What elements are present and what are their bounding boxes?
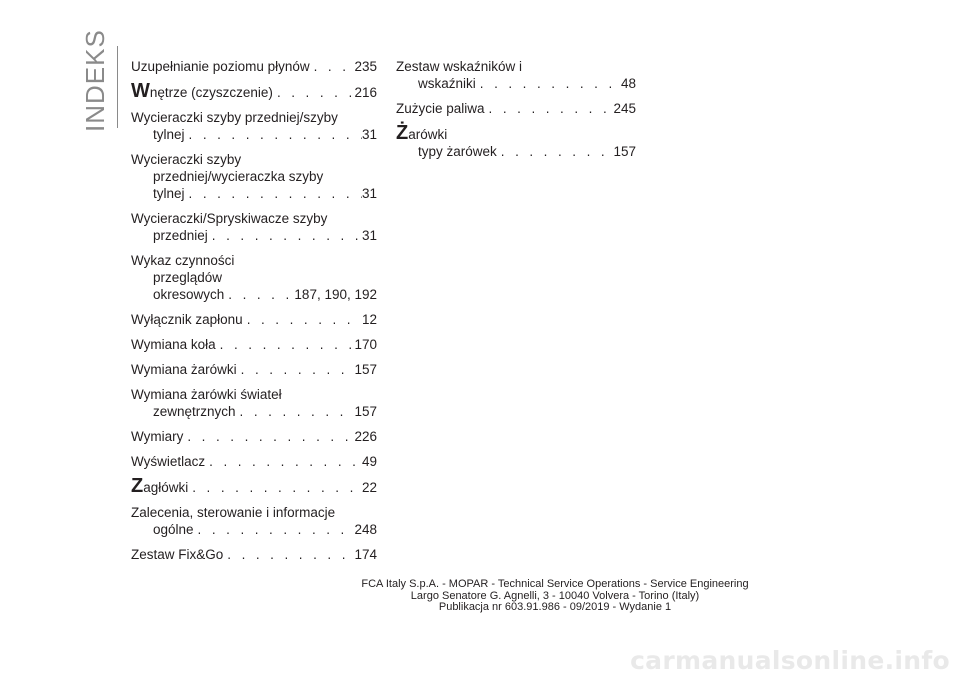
index-entry	[131, 453, 377, 470]
index-entry-line	[131, 453, 377, 470]
index-page-number: 226	[354, 429, 377, 444]
index-entry-text: Wycieraczki szyby przedniej/szyby	[131, 110, 338, 125]
index-entry-text: Wycieraczki szyby	[131, 152, 242, 167]
index-entry-label	[153, 168, 323, 185]
index-entry	[131, 428, 377, 445]
index-page-number: 12	[361, 312, 377, 327]
index-entry-line	[396, 122, 636, 144]
index-entry-line	[131, 126, 377, 143]
index-entry-label	[396, 58, 522, 75]
index-entry-label	[153, 286, 224, 303]
section-initial-letter: Z	[131, 475, 144, 497]
index-entry-text: Wyświetlacz	[131, 454, 206, 469]
index-entry-text: agłówki	[143, 480, 189, 495]
index-entry-line	[131, 336, 377, 353]
index-entry-label	[418, 143, 497, 160]
index-entry-text: zewnętrznych	[153, 404, 236, 419]
index-right-column	[396, 58, 636, 168]
index-entry-line	[131, 504, 377, 521]
index-entry-line	[131, 168, 377, 185]
index-entry-label	[131, 475, 189, 497]
index-entry-text: arówki	[408, 127, 448, 142]
dot-leader	[236, 403, 355, 420]
dot-leader	[497, 143, 614, 160]
footer-line-publication: Publikacja nr 603.91.986 - 09/2019 - Wydanie 1	[438, 601, 672, 613]
index-entry	[396, 58, 636, 92]
footer-line-address: Largo Senatore G. Agnelli, 3 - 10040 Volvera - Torino (Italy)	[410, 589, 700, 602]
index-entry-text: wskaźniki	[418, 76, 476, 91]
index-entry-line	[131, 252, 377, 269]
index-entry-label	[131, 504, 335, 521]
index-entry-text: przeglądów	[153, 270, 223, 285]
index-entry-label	[131, 80, 273, 102]
dot-leader	[310, 58, 355, 75]
index-entry-line	[131, 386, 377, 403]
index-entry-line	[131, 286, 377, 303]
dot-leader	[185, 126, 362, 143]
index-entry	[131, 151, 377, 202]
index-entry-line	[396, 143, 636, 160]
index-entry	[131, 386, 377, 420]
index-page-number: 31	[361, 186, 377, 201]
index-entry	[396, 100, 636, 117]
index-page-number: 216	[354, 85, 377, 100]
index-entry	[131, 80, 377, 102]
dot-leader	[476, 75, 621, 92]
index-page-number: 49	[361, 454, 377, 469]
index-left-column	[131, 58, 377, 571]
index-entry-line	[131, 227, 377, 244]
index-page-number: 31	[361, 127, 377, 142]
index-entry-label	[131, 252, 234, 269]
index-entry-line	[131, 521, 377, 538]
section-initial-letter: Ż	[396, 122, 409, 144]
index-page-number: 248	[354, 522, 377, 537]
index-entry	[131, 252, 377, 303]
index-entry	[131, 336, 377, 353]
dot-leader	[194, 521, 355, 538]
index-entry-line	[131, 428, 377, 445]
dot-leader	[183, 428, 354, 445]
index-entry-line	[131, 546, 377, 563]
index-entry-text: przedniej/wycieraczka szyby	[153, 169, 324, 184]
index-entry-line	[396, 75, 636, 92]
index-entry-label	[153, 521, 194, 538]
index-entry-text: Wyłącznik zapłonu	[131, 312, 243, 327]
dot-leader	[224, 286, 294, 303]
section-initial-letter: W	[131, 80, 150, 102]
index-entry-line	[131, 475, 377, 497]
index-entry-label	[153, 227, 208, 244]
index-entry-label	[153, 269, 222, 286]
index-entry-label	[418, 75, 476, 92]
index-entry-text: Uzupełnianie poziomu płynów	[131, 59, 310, 74]
dot-leader	[216, 336, 355, 353]
index-entry-text: Wycieraczki/Spryskiwacze szyby	[131, 211, 328, 226]
index-page-number: 48	[620, 76, 636, 91]
index-entry	[131, 311, 377, 328]
index-entry-text: Wymiana koła	[131, 337, 216, 352]
index-page-number: 31	[361, 228, 377, 243]
index-page-number: 245	[613, 101, 636, 116]
index-page-number: 187, 190, 192	[294, 287, 377, 302]
dot-leader	[205, 453, 362, 470]
index-entry-text: ogólne	[153, 522, 194, 537]
index-side-title: INDEKS	[80, 29, 110, 132]
index-entry-text: Wymiana żarówki	[131, 362, 237, 377]
index-entry-text: tylnej	[153, 186, 185, 201]
index-entry-text: typy żarówek	[418, 144, 497, 159]
index-entry-text: okresowych	[153, 287, 225, 302]
index-entry	[131, 475, 377, 497]
side-title-rule	[117, 46, 118, 128]
index-entry	[131, 361, 377, 378]
dot-leader	[485, 100, 614, 117]
index-entry-line	[131, 361, 377, 378]
index-entry-label	[131, 109, 338, 126]
dot-leader	[273, 84, 355, 101]
index-entry-label	[131, 386, 282, 403]
index-entry-line	[131, 151, 377, 168]
index-entry	[131, 504, 377, 538]
index-entry-label	[131, 336, 216, 353]
index-entry-text: Zużycie paliwa	[396, 101, 485, 116]
index-entry-text: Wykaz czynności	[131, 253, 235, 268]
index-entry	[396, 122, 636, 160]
index-entry-line	[131, 311, 377, 328]
dot-leader	[237, 361, 355, 378]
index-page-number: 22	[361, 480, 377, 495]
index-entry-text: przedniej	[153, 228, 208, 243]
index-entry-label	[131, 151, 241, 168]
index-entry-text: Wymiana żarówki świateł	[131, 387, 282, 402]
index-page-number: 235	[354, 59, 377, 74]
index-entry	[131, 58, 377, 75]
index-entry-label	[131, 361, 237, 378]
index-entry	[131, 210, 377, 244]
dot-leader	[185, 185, 362, 202]
index-entry-text: Zalecenia, sterowanie i informacje	[131, 505, 336, 520]
index-entry-text: Zestaw Fix&Go	[131, 547, 224, 562]
index-entry-label	[153, 126, 185, 143]
index-page-number: 157	[354, 362, 377, 377]
dot-leader	[208, 227, 362, 244]
index-entry-text: Wymiary	[131, 429, 184, 444]
index-entry-label	[131, 311, 243, 328]
index-entry-label	[131, 546, 223, 563]
dot-leader	[243, 311, 362, 328]
index-entry-label	[153, 403, 236, 420]
index-entry-line	[131, 58, 377, 75]
index-entry	[131, 546, 377, 563]
index-entry-label	[131, 428, 183, 445]
index-page-number: 174	[354, 547, 377, 562]
index-entry-line	[131, 80, 377, 102]
index-entry-text: nętrze (czyszczenie)	[149, 85, 273, 100]
index-page-number: 157	[354, 404, 377, 419]
index-entry	[131, 109, 377, 143]
publisher-footer	[250, 579, 860, 614]
index-entry-line	[396, 100, 636, 117]
index-entry-line	[131, 269, 377, 286]
watermark-text: carmanualsonline.info	[630, 646, 950, 675]
index-page-number: 170	[354, 337, 377, 352]
dot-leader	[188, 479, 362, 496]
index-page-number: 157	[613, 144, 636, 159]
index-entry-label	[131, 210, 327, 227]
index-entry-text: tylnej	[153, 127, 185, 142]
index-entry-text: Zestaw wskaźników i	[396, 59, 523, 74]
index-entry-label	[396, 100, 485, 117]
index-entry-line	[131, 109, 377, 126]
index-entry-label	[131, 453, 205, 470]
index-entry-line	[131, 403, 377, 420]
index-entry-line	[396, 58, 636, 75]
index-entry-label	[396, 122, 448, 144]
index-entry-line	[131, 185, 377, 202]
index-entry-label	[153, 185, 185, 202]
index-entry-label	[131, 58, 310, 75]
index-entry-line	[131, 210, 377, 227]
dot-leader	[223, 546, 354, 563]
footer-line-company: FCA Italy S.p.A. - MOPAR - Technical Service Operations - Service Engineering	[361, 578, 749, 590]
